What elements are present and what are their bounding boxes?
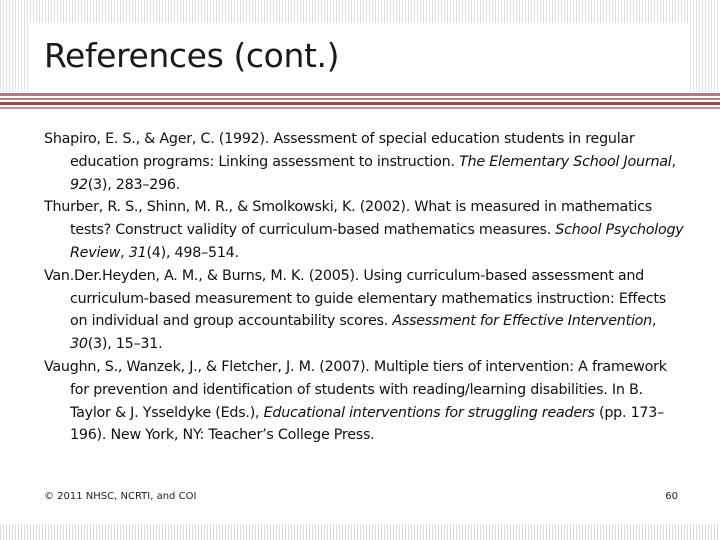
reference-text: Shapiro, E. S., & Ager, C. (1992). Assessment of special education students in regular education programs: Linking assessment to instruction.: [44, 131, 635, 170]
reference-item-shapiro: [44, 128, 684, 196]
title-rule-line: [0, 98, 720, 100]
reference-text: ,: [651, 313, 657, 330]
reference-text: Thurber, R. S., Shinn, M. R., & Smolkowski, K. (2002). What is measured in mathematics tests? Construct validity of curriculum-based mathematics measures.: [44, 199, 652, 239]
reference-item-vaughn: [44, 356, 684, 447]
slide-title: References (cont.): [44, 36, 340, 75]
reference-volume: 31: [128, 244, 147, 261]
reference-text: ,: [120, 244, 129, 261]
reference-item-vanderheyden: [44, 265, 684, 356]
title-rule-line: [0, 93, 720, 96]
reference-journal: The Elementary School Journal: [459, 153, 672, 170]
reference-list: [44, 128, 684, 447]
reference-item-thurber: [44, 196, 684, 264]
reference-text: Vaughn, S., Wanzek, J., & Fletcher, J. M. (2007). Multiple tiers of intervention: A framework for prevention and identification of students with reading/learning disabilities. In B. Taylor & J. Ysseldyke (Eds.),: [44, 358, 667, 421]
page-number: 60: [665, 491, 678, 502]
reference-text: Van.Der.Heyden, A. M., & Burns, M. K. (2005). Using curriculum-based assessment and curriculum-based measurement to guide elementary mathematics instruction: Effects on individual and group accountability scores.: [44, 267, 666, 330]
reference-book-title: Educational interventions for struggling readers: [263, 404, 595, 421]
reference-text: (4), 498–514.: [146, 244, 239, 261]
reference-journal: Assessment for Effective Intervention: [392, 313, 652, 330]
reference-journal: School Psychology Review: [70, 222, 684, 261]
title-rule-line: [0, 102, 720, 105]
reference-text: (3), 283–296.: [87, 176, 181, 193]
reference-text: (pp. 173–196). New York, NY: Teacher’s College Press.: [70, 404, 665, 444]
footer-copyright: © 2011 NHSC, NCRTI, and COI: [44, 491, 197, 502]
footer-band-pattern: [0, 524, 720, 540]
reference-volume: 92: [70, 176, 88, 193]
title-rule-line: [0, 107, 720, 109]
reference-text: ,: [671, 153, 676, 170]
reference-volume: 30: [70, 336, 88, 353]
reference-text: (3), 15–31.: [87, 336, 163, 353]
